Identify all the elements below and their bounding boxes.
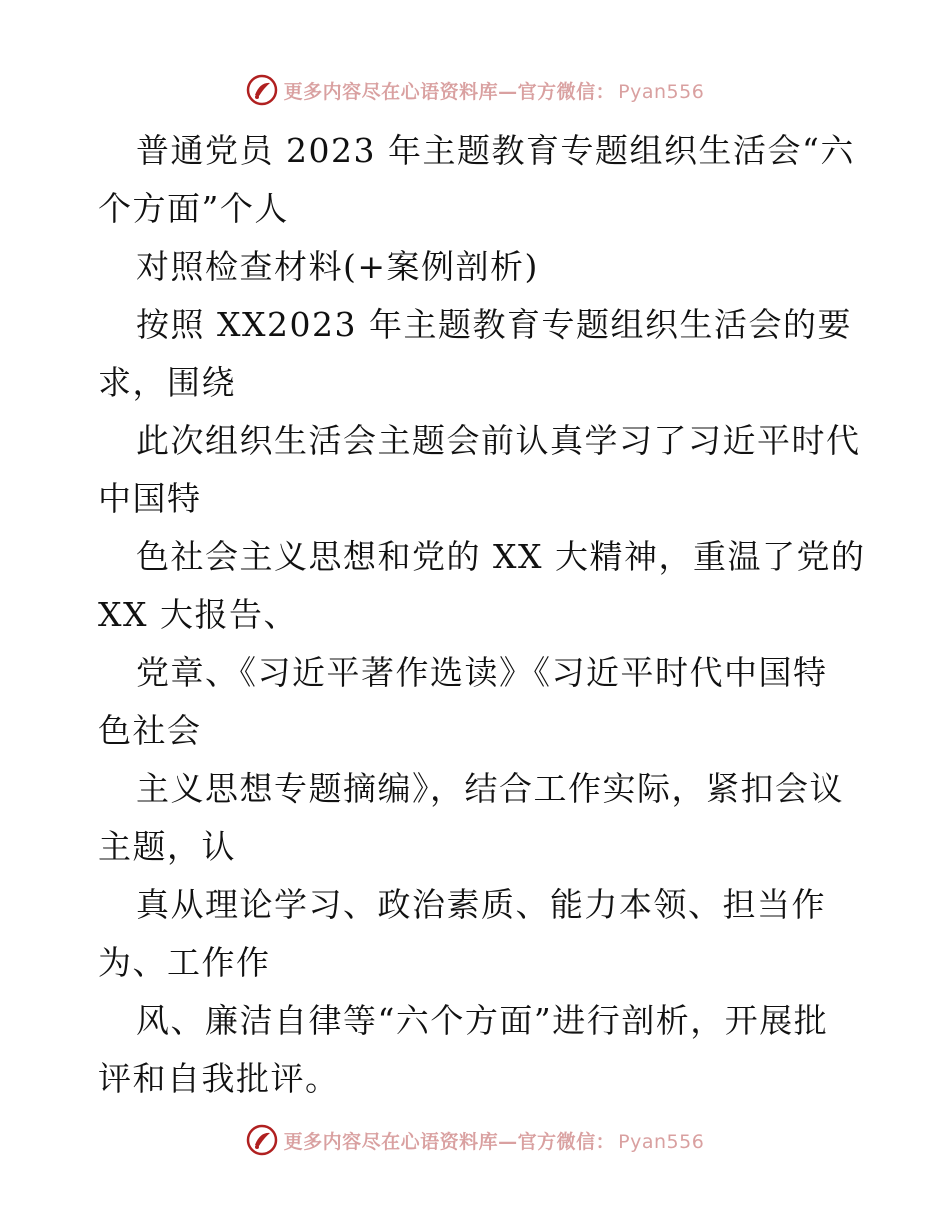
title-line-1: 普通党员 2023 年主题教育专题组织生活会“六 [136,131,855,170]
paragraph-line: 此次组织生活会主题会前认真学习了习近平时代 [136,421,861,460]
paragraph-line: 党章、《习近平著作选读》《习近平时代中国特 [136,653,828,692]
brand-logo-icon [246,1124,278,1156]
paragraph-line: 中国特 [98,479,202,518]
brand-logo-icon [246,74,278,106]
header-banner-label: 更多内容尽在心语资料库—官方微信： [283,80,616,103]
header-wechat-id: Pyan556 [618,80,705,103]
paragraph-line: XX 大报告、 [98,595,298,634]
header-banner [0,70,950,110]
subtitle-line: 对照检查材料(+案例剖析) [136,247,539,286]
paragraph-line: 风、廉洁自律等“六个方面”进行剖析，开展批 [136,1001,829,1040]
paragraph-line: 求，围绕 [98,363,236,402]
footer-banner-label: 更多内容尽在心语资料库—官方微信： [283,1130,616,1153]
paragraph-line: 色社会主义思想和党的 XX 大精神，重温了党的 [136,537,866,576]
paragraph-line: 主题，认 [98,827,236,866]
paragraph-line: 真从理论学习、政治素质、能力本领、担当作 [136,885,826,924]
paragraph-line: 评和自我批评。 [98,1059,340,1098]
header-banner-text [284,77,705,104]
footer-banner-text [284,1127,705,1154]
paragraph-line: 色社会 [98,711,202,750]
paragraph-line: 按照 XX2023 年主题教育专题组织生活会的要 [136,305,852,344]
title-line-2: 个方面”个人 [98,189,289,228]
footer-wechat-id: Pyan556 [618,1130,705,1153]
footer-banner [0,1120,950,1160]
document-body [98,122,866,1108]
paragraph-line: 为、工作作 [98,943,271,982]
paragraph-line: 主义思想专题摘编》，结合工作实际，紧扣会议 [136,769,844,808]
